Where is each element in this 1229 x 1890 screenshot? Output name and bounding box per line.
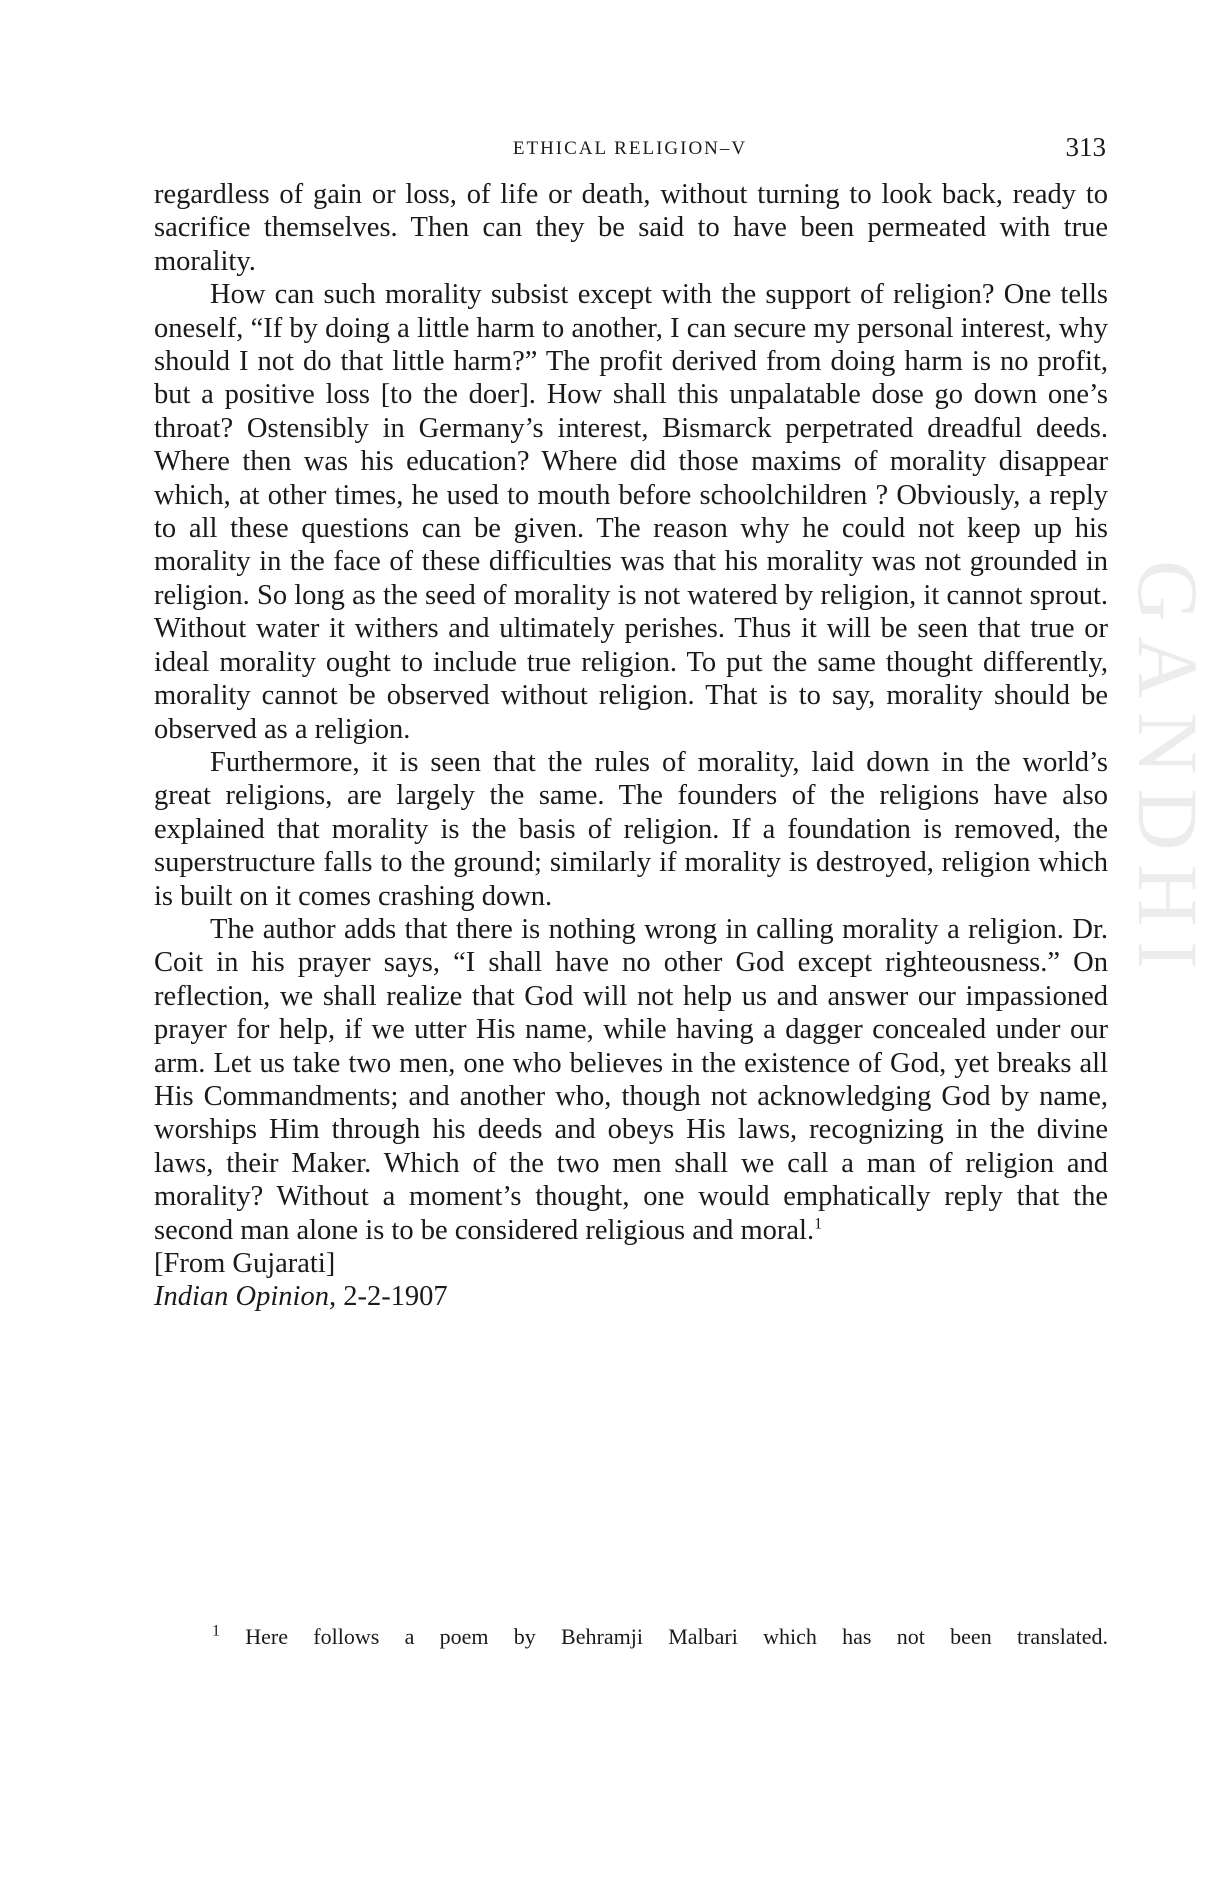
footnote-reference: 1 <box>814 1215 823 1233</box>
body-text <box>154 178 1108 1314</box>
running-title: ETHICAL RELIGION–V <box>512 138 748 159</box>
paragraph-3: Furthermore, it is seen that the rules of morality, laid down in the world’s great religions, are largely the same. The founders of the religions have also explained that morality is the basis of religion. If a foundation is removed, the superstructure falls to the ground; similarly if morality is destroyed, religion which is built on it comes crashing down. <box>154 746 1108 912</box>
watermark: GANDHI <box>1120 560 1216 984</box>
footnote <box>212 1624 1108 1650</box>
page-number: 313 <box>1065 132 1106 162</box>
source-note: [From Gujarati] <box>154 1248 336 1279</box>
page-header <box>154 132 1106 166</box>
publication-date: 2-2-1907 <box>343 1281 448 1313</box>
paragraph-4 <box>154 913 1108 1247</box>
footnote-marker: 1 <box>212 1622 220 1640</box>
publication-title: Indian Opinion, <box>154 1281 337 1313</box>
paragraph-2: How can such morality subsist except with the support of religion? One tells oneself, “If by doing a little harm to another, I can secure my personal interest, why should I not do that little harm?” The profit derived from doing harm is no profit, but a positive loss [to the doer]. How shall this unpalatable dose go down one’s throat? Ostensibly in Germany’s interest, Bismarck perpetrated dreadful deeds. Where then was his education? Where did those maxims of morality disappear which, at other times, he used to mouth before schoolchildren ? Obviously, a reply to all these questions can be given. The reason why he could not keep up his morality in the face of these difficulties was that his morality was not grounded in religion. So long as the seed of morality is not watered by religion, it cannot sprout. Without water it withers and ultimately perishes. Thus it will be seen that true or ideal morality ought to include true religion. To put the same thought differently, morality cannot be observed without religion. That is to say, morality should be observed as a religion. <box>154 279 1108 745</box>
footnote-text: Here follows a poem by Behramji Malbari which has not been translated. <box>245 1624 1108 1649</box>
paragraph-4-text: The author adds that there is nothing wrong in calling morality a religion. Dr. Coit in his prayer says, “I shall have no other God except righteousness.” On reflection, we shall realize that God will not help us and answer our impassioned prayer for help, if we utter His name, while having a dagger concealed under our arm. Let us take two men, one who believes in the existence of God, yet breaks all His Commandments; and another who, though not acknowledging God by name, worships Him through his deeds and obeys His laws, recognizing in the divine laws, their Maker. Which of the two men shall we call a man of religion and morality? Without a moment’s thought, one would emphatically reply that the second man alone is to be considered religious and moral. <box>154 913 1108 1246</box>
publication-line <box>154 1280 1108 1313</box>
paragraph-1: regardless of gain or loss, of life or death, without turning to look back, ready to sacrifice themselves. Then can they be said to have been permeated with true morality. <box>154 179 1108 277</box>
